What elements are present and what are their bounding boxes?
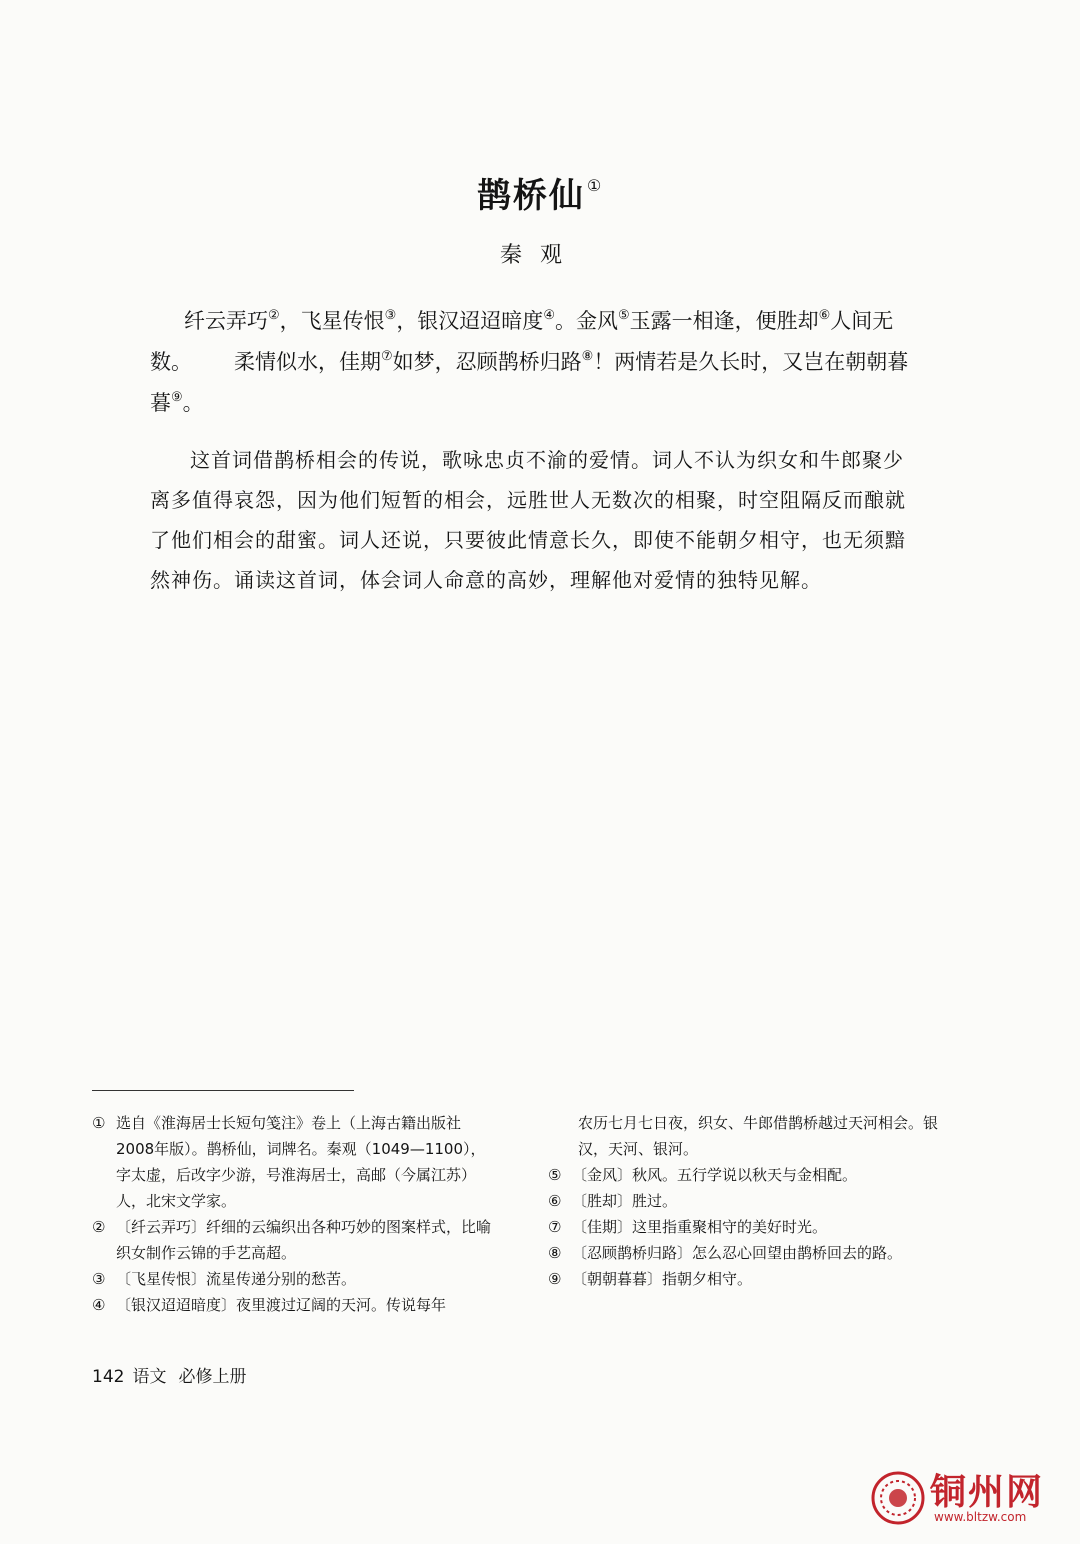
note-mark: ⑥	[818, 308, 831, 323]
footnote: ① 选自《淮海居士长短句笺注》卷上（上海古籍出版社2008年版）。鹊桥仙，词牌名。秦观（1049—1100），字太虚，后改字少游，号淮海居士，高邮（今属江苏）人，北宋文学家。	[92, 1114, 486, 1210]
footnote-divider	[92, 1090, 354, 1091]
footnote: ⑥ 〔胜却〕胜过。	[548, 1192, 678, 1210]
poem-text: ！两情若是久长时，又岂在朝朝暮暮	[150, 350, 909, 415]
page-number: 142	[92, 1367, 125, 1387]
footnote: ⑦ 〔佳期〕这里指重聚相守的美好时光。	[548, 1218, 828, 1236]
poem-text: 柔情似水，佳期	[234, 350, 381, 374]
poem-title-text: 鹊桥仙	[476, 176, 585, 216]
author-name: 秦观	[499, 243, 580, 268]
poem-text: 。金风	[554, 309, 618, 333]
poem-title	[0, 168, 1080, 217]
note-mark: ⑤	[617, 308, 630, 323]
poem-text: 人间无数。	[150, 309, 894, 374]
footnote-continued: 农历七月七日夜，织女、牛郎借鹊桥越过天河相会。银汉，天河、银河。	[578, 1114, 939, 1158]
site-watermark	[870, 1464, 1070, 1534]
note-mark: ④	[543, 308, 555, 323]
poem-text: 纤云弄巧	[184, 309, 268, 333]
footnotes-left	[92, 1110, 492, 1318]
poem-text: ，飞星传恨	[279, 309, 385, 333]
poem-text: 。	[182, 391, 204, 415]
note-mark: ③	[384, 308, 397, 323]
volume-label: 必修上册	[178, 1367, 247, 1387]
intro-text: 这首词借鹊桥相会的传说，歌咏忠贞不渝的爱情。词人不认为织女和牛郎聚少离多值得哀怨，因为他们短暂的相会，远胜世人无数次的相聚，时空阻隔反而酿就了他们相会的甜蜜。词人还说，只要彼此情意长久，即使不能朝夕相守，也无须黯然神伤。诵读这首词，体会词人命意的高妙，理解他对爱情的独特见解。	[150, 448, 906, 592]
note-mark: ②	[268, 308, 280, 323]
watermark-name: 铜州网	[930, 1472, 1045, 1513]
note-mark: ⑨	[171, 390, 183, 405]
poem-text: ，银汉迢迢暗度	[396, 309, 544, 333]
footnote: ④ 〔银汉迢迢暗度〕夜里渡过辽阔的天河。传说每年	[92, 1296, 447, 1314]
subject-label: 语文	[132, 1367, 167, 1387]
intro-paragraph	[150, 440, 920, 600]
note-mark: ⑧	[581, 349, 594, 364]
poem-body	[150, 298, 910, 421]
footnote: ③ 〔飞星传恨〕流星传递分别的愁苦。	[92, 1270, 357, 1288]
poem-text: 玉露一相逢，便胜却	[629, 309, 819, 333]
note-mark: ⑦	[381, 349, 393, 364]
poem-text: 如梦，忍顾鹊桥归路	[392, 350, 582, 374]
page-footer	[92, 1362, 246, 1387]
footnote: ⑧ 〔忍顾鹊桥归路〕怎么忍心回望由鹊桥回去的路。	[548, 1244, 903, 1262]
footnote: ⑤ 〔金风〕秋风。五行学说以秋天与金相配。	[548, 1166, 858, 1184]
footnotes-right	[548, 1110, 948, 1292]
footnote: ② 〔纤云弄巧〕纤细的云编织出各种巧妙的图案样式，比喻织女制作云锦的手艺高超。	[92, 1218, 492, 1262]
footnote: ⑨ 〔朝朝暮暮〕指朝夕相守。	[548, 1270, 753, 1288]
watermark-logo-icon	[870, 1470, 926, 1526]
watermark-url: www.bltzw.com	[934, 1510, 1027, 1524]
title-note-mark: ①	[586, 176, 604, 195]
